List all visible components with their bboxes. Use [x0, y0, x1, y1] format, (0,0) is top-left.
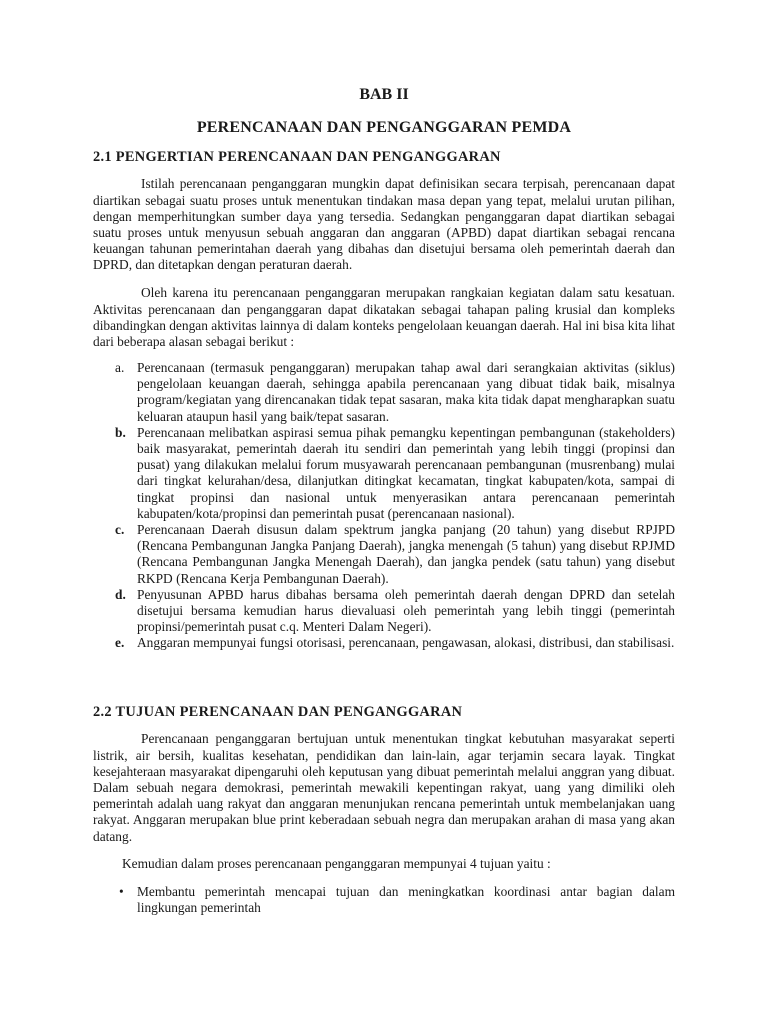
list-item-text: Penyusunan APBD harus dibahas bersama oleh pemerintah daerah dengan DPRD dan setelah disetujui bersama kemudian harus dievaluasi oleh pemerintah yang lebih tinggi (pemerintah propinsi/pemerintah pusat c.q. Menteri Dalam Negeri). [137, 586, 675, 635]
paragraph: Perencanaan penganggaran bertujuan untuk menentukan tingkat kebutuhan masyarakat seperti listrik, air bersih, kualitas kesehatan, pendidikan dan lain-lain, agar terjamin secara layak. Tingkat kesejahteraan masyarakat dipengaruhi oleh keputusan yang dibuat pemerintah melalui anggran yang dibuat. Dalam sebuah negara demokrasi, pemerintah mewakili kepentingan rakyat, uang yang dimiliki oleh pemerintah adalah uang rakyat dan anggaran menunjukan rencana pemerintah untuk membelanjakan uang rakyat. Anggaran merupakan blue print keberadaan sebuah negra dan merupakan arahan di masa yang akan datang. [93, 731, 675, 844]
list-marker: a. [115, 360, 125, 375]
list-item [93, 522, 675, 587]
list-item [93, 360, 675, 425]
list-item [93, 425, 675, 522]
list-item [93, 635, 675, 651]
list-item-text: Perencanaan Daerah disusun dalam spektrum jangka panjang (20 tahun) yang disebut RPJPD (Rencana Pembangunan Jangka Panjang Daerah), jangka menengah (5 tahun) yang disebut RPJMD (Rencana Pembangunan Jangka Menengah Daerah), dan jangka pendek (satu tahun) yang disebut RKPD (Rencana Kerja Pembangunan Daerah). [137, 522, 675, 586]
list-item [93, 884, 675, 916]
list-marker: b. [115, 424, 126, 440]
list-item-text: Perencanaan melibatkan aspirasi semua pihak pemangku kepentingan pembangunan (stakeholders) baik masyarakat, pemerintah daerah itu sendiri dan pemerintah yang lebih tinggi (propinsi dan pusat) yang dilakukan melalui forum musyawarah perencanaan pembangunan (musrenbang) mulai dari tingkat kelurahan/desa, dilanjutkan ditingkat kecamatan, tingkat kabupaten/kota, sampai di tingkat propinsi dan nasional untuk menyerasikan antara perencanaan pemerintah kabupaten/kota/propinsi dan pemerintah pusat (perencanaan nasional). [137, 424, 675, 521]
list-marker: e. [115, 635, 125, 651]
list-item [93, 587, 675, 636]
paragraph: Kemudian dalam proses perencanaan penganggaran mempunyai 4 tujuan yaitu : [122, 856, 551, 872]
list-item-text: Membantu pemerintah mencapai tujuan dan meningkatkan koordinasi antar bagian dalam lingkungan pemerintah [137, 884, 675, 916]
chapter-title: PERENCANAAN DAN PENGANGGARAN PEMDA [196, 119, 572, 136]
section-heading-2-1: 2.1 PENGERTIAN PERENCANAAN DAN PENGANGGARAN [93, 149, 501, 165]
list-item-text: Perencanaan (termasuk penganggaran) merupakan tahap awal dari serangkaian aktivitas (siklus) pengelolaan keuangan daerah, sehingga apabila perencanaan yang dibuat tidak baik, misalnya program/kegiatan yang direncanakan tidak tepat sasaran, maka kita tidak dapat mengharapkan suatu keluaran ataupun hasil yang baik/tepat sasaran. [137, 360, 675, 424]
list-marker: d. [115, 586, 126, 602]
paragraph: Oleh karena itu perencanaan penganggaran merupakan rangkaian kegiatan dalam satu kesatuan. Aktivitas perencanaan dan penganggaran dapat dikatakan sebagai tahapan paling krusial dan kompleks dibandingkan dengan aktivitas lainnya di dalam konteks pengelolaan keuangan daerah. Hal ini bisa kita lihat dari beberapa alasan sebagai berikut : [93, 285, 675, 349]
paragraph: Istilah perencanaan penganggaran mungkin dapat definisikan secara terpisah, perencanaan dapat diartikan sebagai suatu proses untuk menentukan tindakan masa depan yang tepat, melalui urutan pilihan, dengan memperhitungkan sumber daya yang tersedia. Sedangkan penganggaran dapat diartikan sebagai suatu proses untuk menyusun sebuah anggaran dan anggaran (APBD) dapat diartikan sebagai rencana keuangan tahunan pemerintahan daerah yang dibahas dan disetujui bersama oleh pemerintah daerah dan DPRD, dan ditetapkan dengan peraturan daerah. [93, 176, 675, 273]
chapter-number: BAB II [359, 86, 409, 103]
reasons-list [93, 360, 675, 652]
bullet-icon: • [119, 884, 124, 899]
section-heading-2-2: 2.2 TUJUAN PERENCANAAN DAN PENGANGGARAN [93, 704, 463, 720]
list-marker: c. [115, 522, 125, 538]
goals-list [93, 884, 675, 916]
list-item-text: Anggaran mempunyai fungsi otorisasi, perencanaan, pengawasan, alokasi, distribusi, dan stabilisasi. [137, 635, 675, 651]
